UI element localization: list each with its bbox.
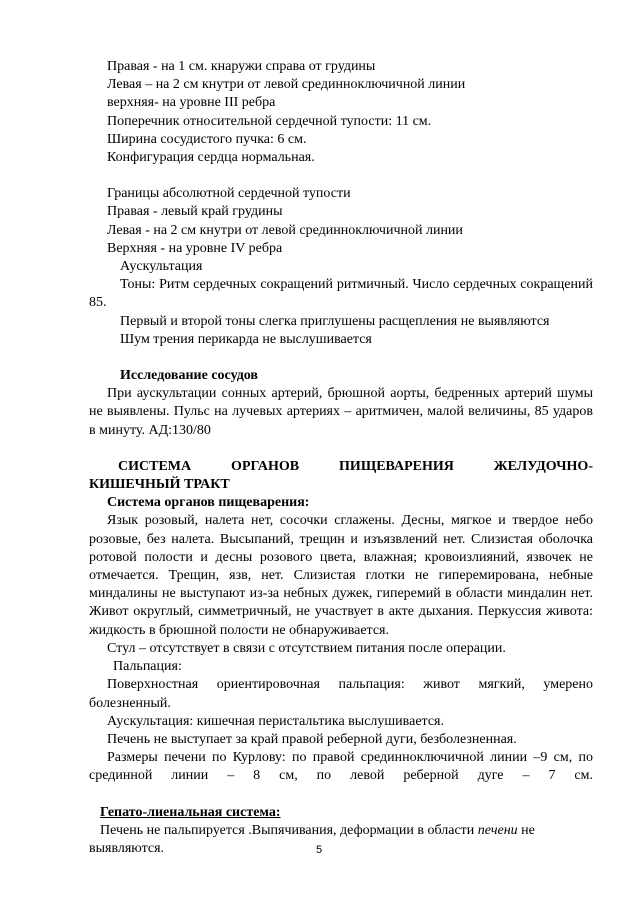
abdomen-auscultation: Аускультация: кишечная перистальтика выслушивается. — [107, 713, 444, 729]
heart-tones: Тоны: Ритм сердечных сокращений ритмичный. Число сердечных сокращений 85. — [89, 277, 593, 311]
liver-edge: Печень не выступает за край правой реберной дуги, безболезненная. — [107, 731, 517, 747]
vessels-text: При аускультации сонных артерий, брюшной аорты, бедренных артерий шумы не выявлены. Пульс на лучевых артериях – аритмичен, малой величины, 85 ударов в минуту. АД:130/80 — [89, 386, 593, 438]
digestive-heading-2: КИШЕЧНЫЙ ТРАКТ — [89, 477, 230, 493]
relative-left: Левая – на 2 см кнутри от левой срединноключичной линии — [107, 77, 466, 93]
pericardial-friction: Шум трения перикарда не выслушивается — [120, 331, 372, 347]
absolute-heading: Границы абсолютной сердечной тупости — [107, 186, 351, 202]
hepato-text-after: не выявляются. — [89, 822, 535, 856]
kurlov-sizes: Размеры печени по Курлову: по правой срединноключичной линии –9 см, по срединной линии – 8 см, по левой реберной дуге – 7 см. — [89, 750, 593, 784]
stool: Стул – отсутствует в связи с отсутствием питания после операции. — [107, 640, 506, 656]
digestive-heading-1: СИСТЕМА ОРГАНОВ ПИЩЕВАРЕНИЯ ЖЕЛУДОЧНО- — [118, 458, 593, 474]
palpation-title: Пальпация: — [113, 659, 182, 675]
relative-right: Правая - на 1 см. кнаружи справа от грудины — [107, 59, 376, 74]
mouth-exam: Язык розовый, налета нет, сосочки сглажены. Десны, мягкое и твердое небо розовые, без налета. Высыпаний, трещин и изъязвлений нет. Слизистая оболочка ротовой полости и десны розового цвета, влажная; кровоизлияний, язвочек не отмечается. Трещин, язв, нет. Слизистая глотки не гиперемирована, небные миндалины не выступают из-за небных дужек, гиперемий в области миндалин нет. Живот округлый, симметричный, не участвует в акте дыхания. Перкуссия живота: жидкость в брюшной полости не обнаруживается. — [89, 513, 593, 638]
heart-configuration: Конфигурация сердца нормальная. — [107, 150, 315, 166]
hepato-title-text: Гепато-лиенальная система: — [100, 804, 281, 820]
absolute-right: Правая - левый край грудины — [107, 204, 283, 220]
relative-transverse: Поперечник относительной сердечной тупости: 11 см. — [107, 113, 432, 129]
bundle-width: Ширина сосудистого пучка: 6 см. — [107, 131, 307, 147]
hepato-title — [89, 804, 593, 822]
relative-upper: верхняя- на уровне III ребра — [107, 95, 276, 111]
hepato-text-before: Печень не пальпируется .Выпячивания, деформации в области — [100, 822, 478, 838]
absolute-left: Левая - на 2 см кнутри от левой срединноключичной линии — [107, 222, 463, 238]
page-number: 5 — [315, 844, 323, 856]
auscultation-title: Аускультация — [120, 259, 203, 275]
absolute-upper: Верхняя - на уровне IV ребра — [107, 240, 283, 256]
hepato-text-italic: печени — [477, 822, 518, 838]
heart-tones-2: Первый и второй тоны слегка приглушены расщепления не выявляются — [120, 313, 550, 329]
digestive-subheading: Система органов пищеварения: — [107, 495, 310, 511]
vessels-title: Исследование сосудов — [120, 368, 258, 384]
palpation-text: Поверхностная ориентировочная пальпация: живот мягкий, умерено болезненный. — [89, 677, 593, 711]
